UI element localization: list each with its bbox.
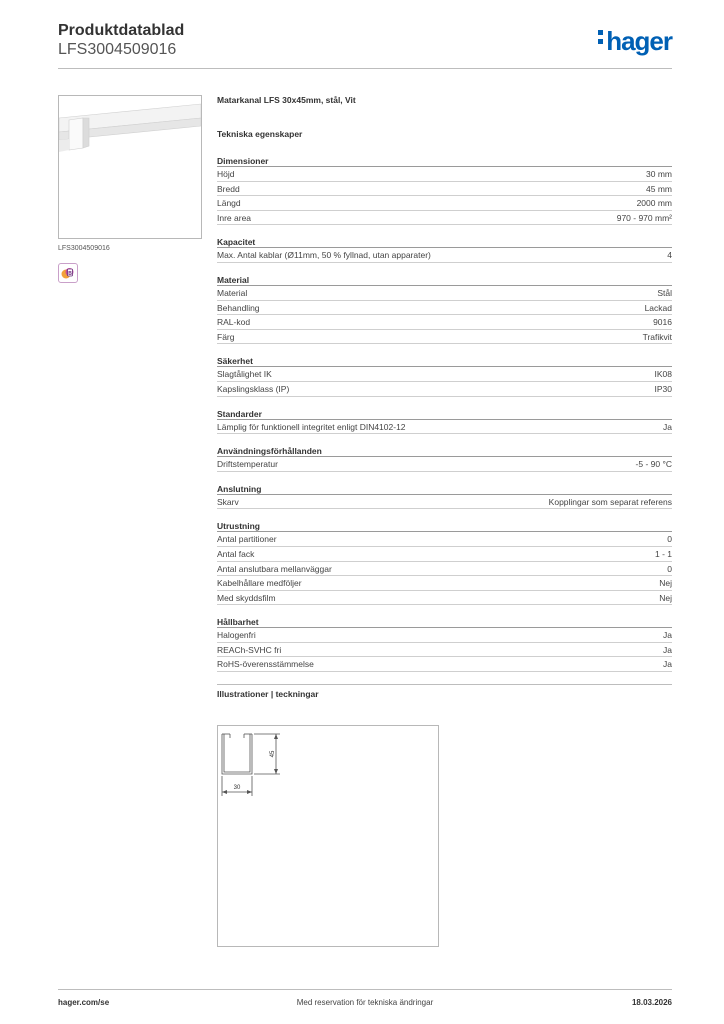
spec-row: [217, 196, 672, 211]
spec-value: Kopplingar som separat referens: [548, 496, 672, 507]
logo-text: hager: [606, 26, 672, 56]
eco-badge-graphic: [59, 264, 77, 282]
spec-label: Kabelhållare medföljer: [217, 578, 302, 589]
spec-section: [217, 236, 672, 263]
product-number: LFS3004509016: [58, 41, 177, 58]
page-header: [58, 22, 672, 68]
spec-label: RAL-kod: [217, 317, 251, 328]
spec-row: [217, 248, 672, 263]
spec-label: Halogenfri: [217, 630, 256, 641]
product-image: [58, 95, 202, 239]
dimension-drawing-svg: [218, 726, 438, 946]
spec-row: [217, 657, 672, 672]
width-dimension-label: 30: [233, 785, 241, 791]
footer-divider: [58, 989, 672, 990]
dimension-drawing: [217, 725, 439, 947]
spec-value: 9016: [653, 317, 672, 328]
spec-value: Nej: [659, 578, 672, 589]
spec-label: Antal anslutbara mellanväggar: [217, 563, 332, 574]
document-title: Produktdatablad: [58, 22, 185, 39]
section-title: Utrustning: [217, 520, 672, 532]
spec-value: 970 - 970 mm²: [616, 212, 672, 223]
spec-label: Behandling: [217, 302, 260, 313]
spec-section: [217, 155, 672, 225]
spec-section: [217, 520, 672, 605]
header-divider: [58, 68, 672, 69]
spec-label: RoHS-överensstämmelse: [217, 659, 314, 670]
spec-value: -5 - 90 °C: [635, 459, 672, 470]
footer-date: 18.03.2026: [631, 998, 672, 1007]
spec-value: 45 mm: [646, 183, 672, 194]
spec-row: [217, 182, 672, 197]
spec-row: [217, 315, 672, 330]
footer-website-link[interactable]: hager.com/se: [58, 998, 110, 1007]
spec-section: [217, 274, 672, 344]
spec-column: [217, 95, 672, 701]
spec-row: [217, 628, 672, 643]
spec-value: 0: [667, 534, 672, 545]
spec-row: [217, 301, 672, 316]
spec-row: [217, 495, 672, 510]
section-title: Säkerhet: [217, 355, 672, 367]
svg-text:B: B: [68, 271, 72, 277]
spec-value: Trafikvit: [642, 331, 672, 342]
spec-sections: [217, 155, 672, 672]
spec-value: Lackad: [644, 302, 672, 313]
spec-label: Bredd: [217, 183, 240, 194]
footer-reservation: Med reservation för tekniska ändringar: [296, 998, 434, 1007]
hager-logo[interactable]: [598, 28, 672, 54]
spec-value: Ja: [663, 659, 672, 670]
spec-value: Ja: [663, 630, 672, 641]
spec-label: Max. Antal kablar (Ø11mm, 50 % fyllnad, utan apparater): [217, 250, 431, 261]
spec-value: 4: [667, 250, 672, 261]
spec-value: IP30: [654, 383, 672, 394]
spec-label: Material: [217, 287, 248, 298]
spec-section: [217, 483, 672, 510]
section-title: Standarder: [217, 408, 672, 420]
spec-label: Lämplig för funktionell integritet enligt DIN4102-12: [217, 421, 406, 432]
spec-value: 1 - 1: [654, 548, 672, 559]
illustrations-heading: Illustrationer | teckningar: [217, 684, 672, 701]
spec-row: [217, 562, 672, 577]
image-caption: LFS3004509016: [58, 245, 110, 252]
product-name: Matarkanal LFS 30x45mm, stål, Vit: [217, 95, 356, 105]
spec-row: [217, 167, 672, 182]
spec-label: Med skyddsfilm: [217, 592, 276, 603]
spec-row: [217, 532, 672, 547]
spec-section: [217, 616, 672, 672]
spec-value: Ja: [663, 421, 672, 432]
spec-label: Antal partitioner: [217, 534, 277, 545]
spec-row: [217, 420, 672, 435]
spec-value: Nej: [659, 592, 672, 603]
spec-row: [217, 643, 672, 658]
section-title: Material: [217, 274, 672, 286]
spec-value: 30 mm: [646, 169, 672, 179]
height-dimension-label: 45: [270, 750, 276, 758]
spec-section: [217, 445, 672, 472]
eco-label-icon[interactable]: [58, 263, 78, 283]
logo-mark-icon: [598, 27, 604, 48]
spec-label: Inre area: [217, 212, 252, 223]
spec-row: [217, 286, 672, 301]
spec-label: Höjd: [217, 169, 235, 179]
spec-label: Antal fack: [217, 548, 255, 559]
spec-label: Kapslingsklass (IP): [217, 383, 290, 394]
spec-label: Längd: [217, 198, 241, 209]
spec-value: 0: [667, 563, 672, 574]
spec-row: [217, 547, 672, 562]
spec-label: Slagtålighet IK: [217, 369, 272, 380]
spec-value: Stål: [657, 287, 672, 298]
spec-value: 2000 mm: [636, 198, 672, 209]
spec-row: [217, 382, 672, 397]
spec-row: [217, 576, 672, 591]
spec-row: [217, 330, 672, 345]
cable-trunking-icon: [59, 96, 201, 238]
spec-section: [217, 408, 672, 435]
tech-properties-heading: Tekniska egenskaper: [217, 129, 303, 139]
section-title: Hållbarhet: [217, 616, 672, 628]
spec-label: Driftstemperatur: [217, 459, 278, 470]
spec-row: [217, 457, 672, 472]
section-title: Dimensioner: [217, 155, 672, 167]
spec-row: [217, 367, 672, 382]
spec-value: IK08: [654, 369, 672, 380]
spec-label: Färg: [217, 331, 235, 342]
spec-label: Skarv: [217, 496, 239, 507]
spec-value: Ja: [663, 644, 672, 655]
spec-section: [217, 355, 672, 396]
spec-label: REACh-SVHC fri: [217, 644, 282, 655]
section-title: Anslutning: [217, 483, 672, 495]
spec-row: [217, 211, 672, 226]
section-title: Användningsförhållanden: [217, 445, 672, 457]
left-column: [58, 95, 203, 283]
section-title: Kapacitet: [217, 236, 672, 248]
spec-row: [217, 591, 672, 606]
